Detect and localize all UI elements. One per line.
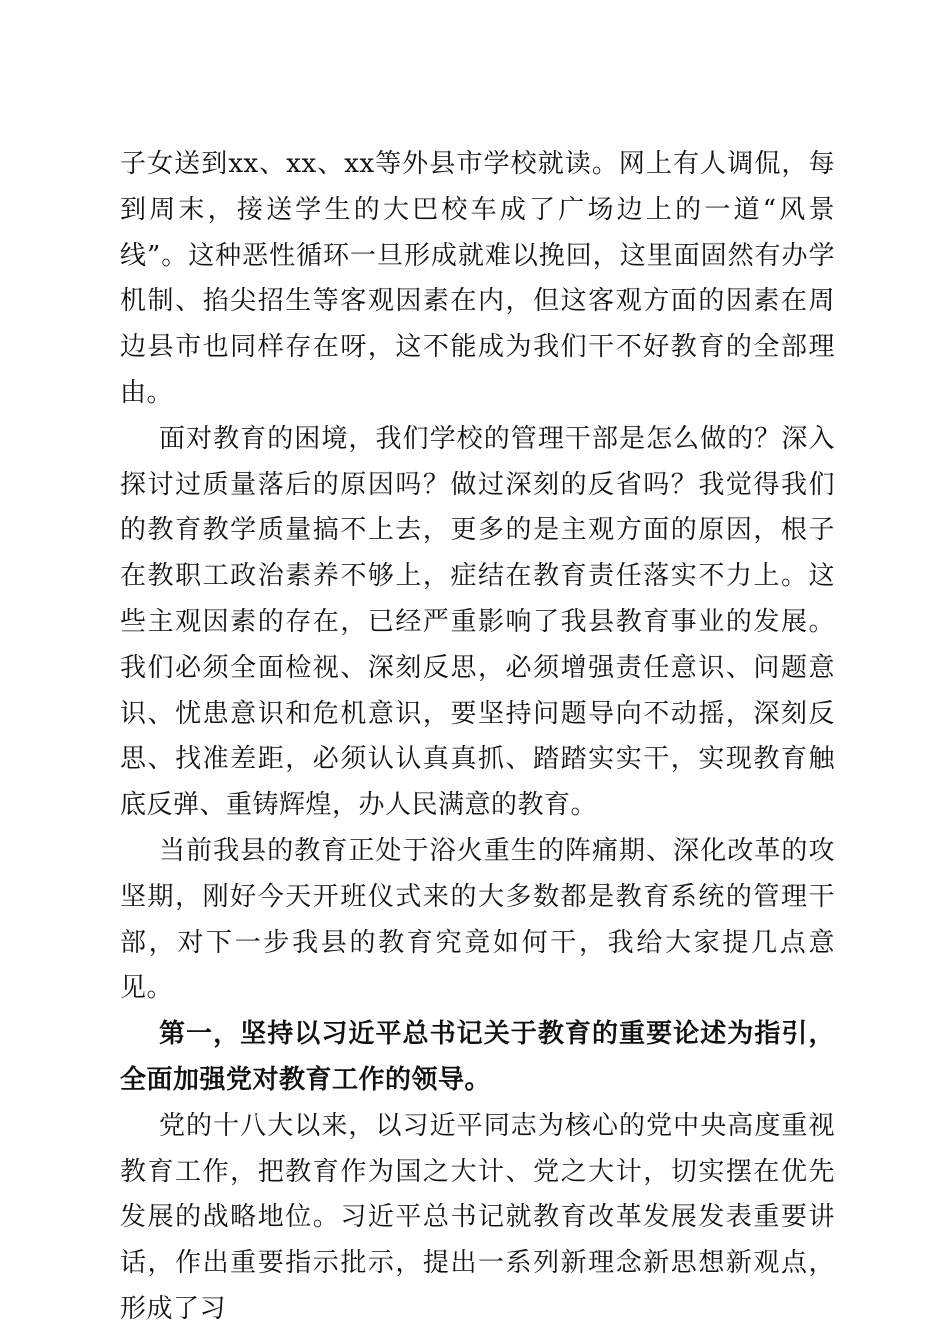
body-text — [120, 142, 835, 1333]
paragraph-party-leadership: 党的十八大以来，以习近平同志为核心的党中央高度重视教育工作，把教育作为国之大计、党之大计，切实摆在优先发展的战略地位。习近平总书记就教育改革发展发表重要讲话，作出重要指示批示，提出一系列新理念新思想新观点，形成了习 — [120, 1110, 835, 1324]
paragraph-continued: 子女送到xx、xx、xx等外县市学校就读。网上有人调侃，每到周末，接送学生的大巴校车成了广场边上的一道“风景线”。这种恶性循环一旦形成就难以挽回，这里面固然有办学机制、掐尖招生等客观因素在内，但这客观方面的因素在周边县市也同样存在呀，这不能成为我们干不好教育的全部理由。 — [120, 149, 835, 408]
section-heading-first-point: 第一，坚持以习近平总书记关于教育的重要论述为指引，全面加强党对教育工作的领导。 — [120, 1019, 835, 1095]
paragraph-current-situation: 当前我县的教育正处于浴火重生的阵痛期、深化改革的攻坚期，刚好今天开班仪式来的大多数都是教育系统的管理干部，对下一步我县的教育究竟如何干，我给大家提几点意见。 — [120, 835, 835, 1004]
paragraph-education-dilemma: 面对教育的困境，我们学校的管理干部是怎么做的？深入探讨过质量落后的原因吗？做过深刻的反省吗？我觉得我们的教育教学质量搞不上去，更多的是主观方面的原因，根子在教职工政治素养不够上，症结在教育责任落实不力上。这些主观因素的存在，已经严重影响了我县教育事业的发展。我们必须全面检视、深刻反思，必须增强责任意识、问题意识、忧患意识和危机意识，要坚持问题导向不动摇，深刻反思、找准差距，必须认认真真抓、踏踏实实干，实现教育触底反弹、重铸辉煌，办人民满意的教育。 — [120, 423, 835, 821]
